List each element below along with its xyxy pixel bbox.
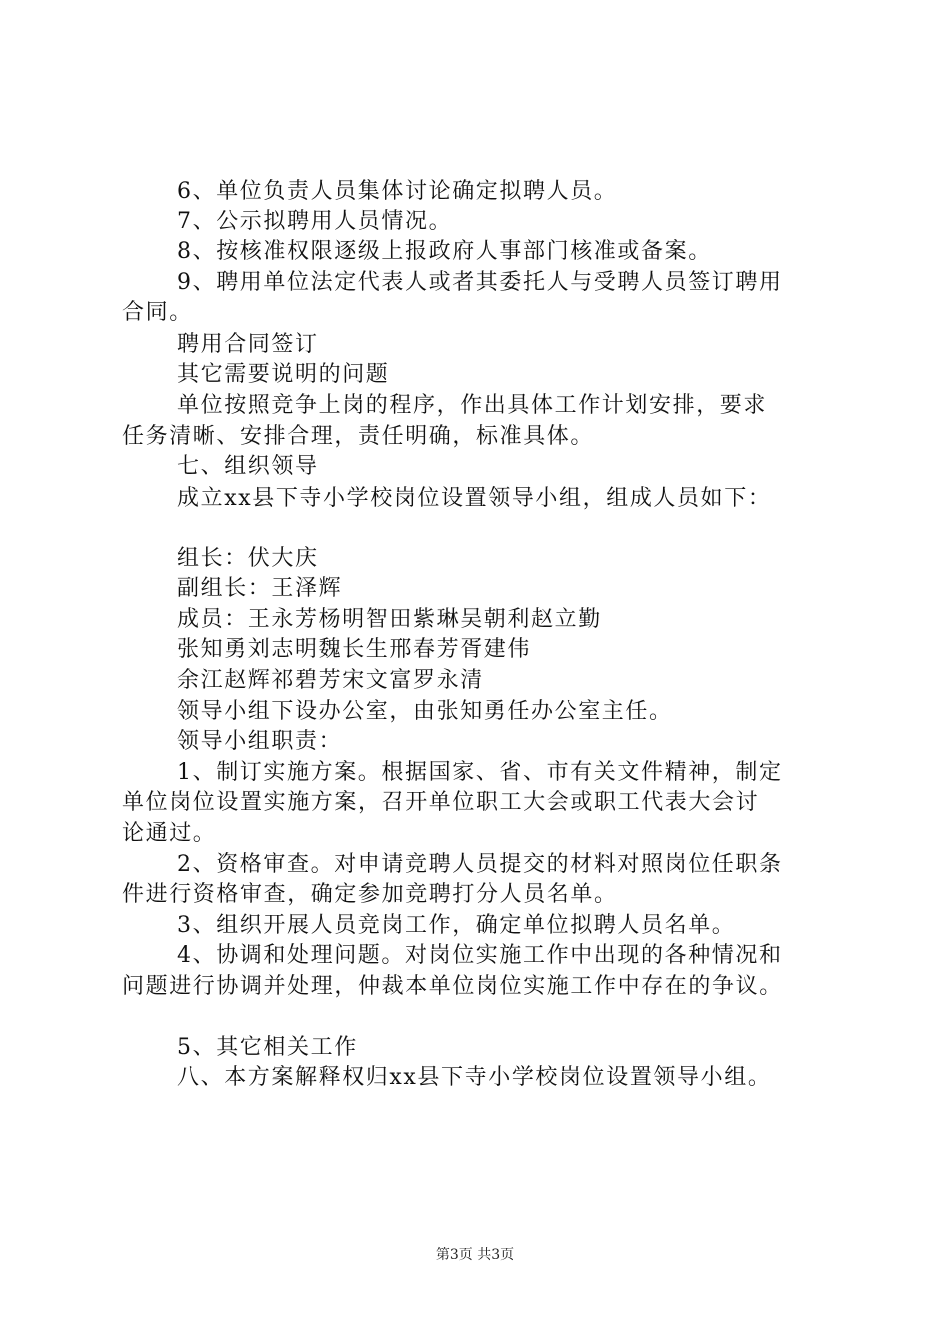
- paragraph-line: 合同。: [122, 300, 193, 325]
- paragraph-line: 3、组织开展人员竞岗工作，确定单位拟聘人员名单。: [177, 913, 736, 938]
- page-footer: [0, 1245, 950, 1265]
- member-line: 张知勇刘志明魏长生邢春芳胥建伟: [177, 637, 532, 662]
- paragraph-line: 八、本方案解释权归xx县下寺小学校岗位设置领导小组。: [177, 1065, 772, 1090]
- paragraph-line: 单位岗位设置实施方案，召开单位职工大会或职工代表大会讨: [122, 790, 760, 815]
- paragraph-line: 5、其它相关工作: [177, 1035, 358, 1060]
- paragraph-line: 件进行资格审查，确定参加竞聘打分人员名单。: [122, 882, 618, 907]
- paragraph-line: 8、按核准权限逐级上报政府人事部门核准或备案。: [177, 239, 712, 264]
- member-line: 余江赵辉祁碧芳宋文富罗永清: [177, 668, 484, 693]
- paragraph-line: 领导小组下设办公室，由张知勇任办公室主任。: [177, 699, 673, 724]
- section-heading: 七、组织领导: [177, 454, 319, 479]
- paragraph-line: 6、单位负责人员集体讨论确定拟聘人员。: [177, 179, 618, 204]
- paragraph-line: 4、协调和处理问题。对岗位实施工作中出现的各种情况和: [177, 943, 783, 968]
- section-heading: 其它需要说明的问题: [177, 362, 390, 387]
- paragraph-line: 问题进行协调并处理，仲裁本单位岗位实施工作中存在的争议。: [122, 974, 783, 999]
- paragraph-line: 9、聘用单位法定代表人或者其委托人与受聘人员签订聘用: [177, 270, 783, 295]
- paragraph-line: 单位按照竞争上岗的程序，作出具体工作计划安排，要求: [177, 393, 768, 418]
- section-heading: 领导小组职责：: [177, 729, 343, 754]
- section-heading: 聘用合同签订: [177, 332, 319, 357]
- paragraph-line: 2、资格审查。对申请竞聘人员提交的材料对照岗位任职条: [177, 852, 783, 877]
- paragraph-line: 7、公示拟聘用人员情况。: [177, 209, 453, 234]
- paragraph-line: 任务清晰、安排合理，责任明确，标准具体。: [122, 424, 595, 449]
- page-number: 第3页 共3页: [435, 1247, 515, 1263]
- member-line: 成员：王永芳杨明智田紫琳吴朝利赵立勤: [177, 607, 602, 632]
- paragraph-line: 1、制订实施方案。根据国家、省、市有关文件精神，制定: [177, 760, 783, 785]
- member-line: 副组长：王泽辉: [177, 576, 343, 601]
- paragraph-line: 成立xx县下寺小学校岗位设置领导小组，组成人员如下：: [177, 486, 772, 511]
- paragraph-line: 论通过。: [122, 821, 217, 846]
- member-line: 组长：伏大庆: [177, 546, 319, 571]
